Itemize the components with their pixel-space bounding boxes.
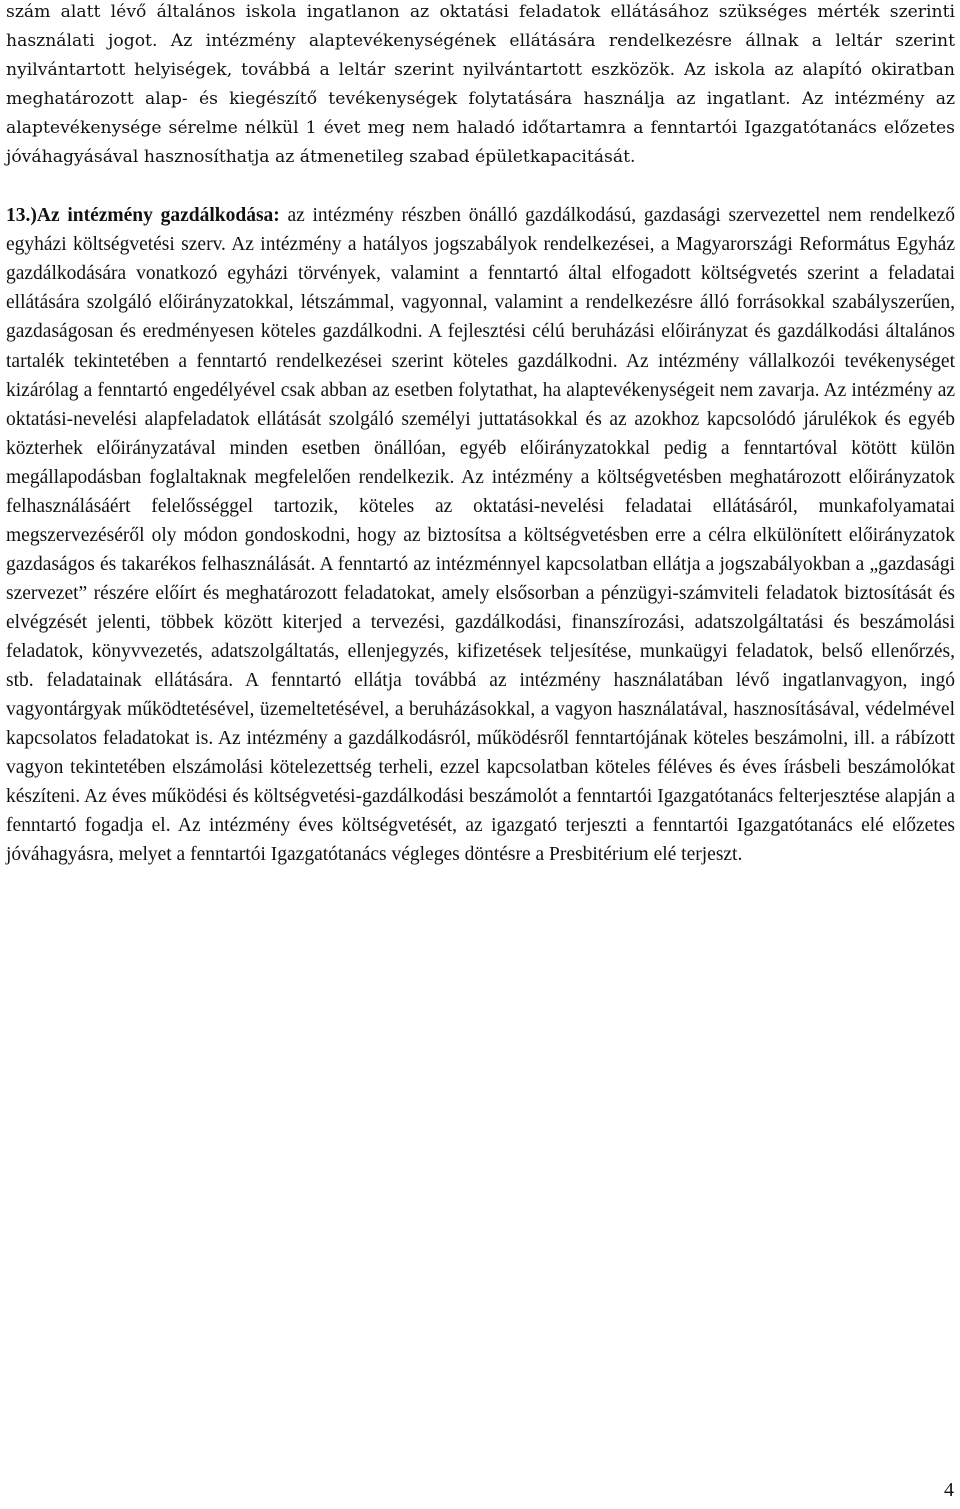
paragraph-management-text: az intézmény részben önálló gazdálkodású, gazdasági szervezettel nem rendelkező egyházi költségvetési szerv. Az intézmény a hatályos jogszabályok rendelkezései, a Magyarországi Református Egyház gazdálkodására vonatkozó egyházi törvények, valamint a fenntartó által elfogadott költségvetés szerint a feladatai ellátására szolgáló előirányzatokkal, létszámmal, vagyonnal, valamint a rendelkezésre álló forrásokkal szabályszerűen, gazdaságosan és eredményesen köteles gazdálkodni. A fejlesztési célú beruházási előirányzat és gazdálkodási általános tartalék tekintetében a fenntartó rendelkezései szerint köteles gazdálkodni. Az intézmény vállalkozói tevékenységet kizárólag a fenntartó engedélyével csak abban az esetben folytathat, ha alaptevékenységeit nem zavarja. Az intézmény az oktatási-nevelési alapfeladatok ellátását szolgáló személyi juttatásokkal és az azokhoz kapcsolódó járulékok és egyéb közterhek előirányzatával minden esetben önállóan, egyéb előirányzatokkal pedig a fenntartóval kötött külön megállapodásban foglaltaknak megfelelően rendelkezik. Az intézmény a költségvetésben meghatározott előirányzatok felhasználásáért felelősséggel tartozik, köteles az oktatási-nevelési feladatai ellátásáról, munkafolyamatai megszervezéséről oly módon gondoskodni, hogy az biztosítsa a költségvetésben erre a célra elkülönített előirányzatok gazdaságos és takarékos felhasználását. A fenntartó az intézménnyel kapcsolatban ellátja a jogszabályokban a „gazdasági szervezet” részére előírt és meghatározott feladatokat, amely elsősorban a pénzügyi-számviteli feladatok biztosítását és elvégzését jelenti, többek között kiterjed a tervezési, gazdálkodási, finanszírozási, adatszolgáltatási és beszámolási feladatok, könyvvezetés, adatszolgáltatás, ellenjegyzés, kifizetések teljesítése, munkaügyi feladatok, belső ellenőrzés, stb. feladatainak ellátására. A fenntartó ellátja továbbá az intézmény használatában lévő ingatlanvagyon, ingó vagyontárgyak működtetésével, üzemeltetésével, a beruházásokkal, a vagyon használatával, hasznosításával, védelmével kapcsolatos feladatokat is. Az intézmény a gazdálkodásról, működésről fenntartójának köteles beszámolni, ill. a rábízott vagyon tekintetében elszámolási kötelezettség terheli, ezzel kapcsolatban köteles féléves és éves írásbeli beszámolókat készíteni. Az éves működési és költségvetési-gazdálkodási beszámolót a fenntartói Igazgatótanács felterjesztése alapján a fenntartó fogadja el. Az intézmény éves költségvetését, az igazgató terjeszti a fenntartói Igazgatótanács elé előzetes jóváhagyásra, melyet a fenntartói Igazgatótanács végleges döntésre a Presbitérium elé terjeszt. xyxy=(6,205,955,866)
page-number: 4 xyxy=(944,1479,954,1501)
section-heading-13: 13.)Az intézmény gazdálkodása: xyxy=(6,205,280,227)
document-body xyxy=(6,0,955,869)
paragraph-institution-management xyxy=(6,201,955,869)
paragraph-property-use: szám alatt lévő általános iskola ingatlanon az oktatási feladatok ellátásához szükséges mérték szerinti használati jogot. Az intézmény alaptevékenységének ellátására rendelkezésre állnak a leltár szerint nyilvántartott helyiségek, továbbá a leltár szerint nyilvántartott eszközök. Az iskola az alapító okiratban meghatározott alap- és kiegészítő tevékenységek folytatására használja az ingatlant. Az intézmény az alaptevékenysége sérelme nélkül 1 évet meg nem haladó időtartamra a fenntartói Igazgatótanács előzetes jóváhagyásával hasznosíthatja az átmenetileg szabad épületkapacitását. xyxy=(6,2,955,168)
